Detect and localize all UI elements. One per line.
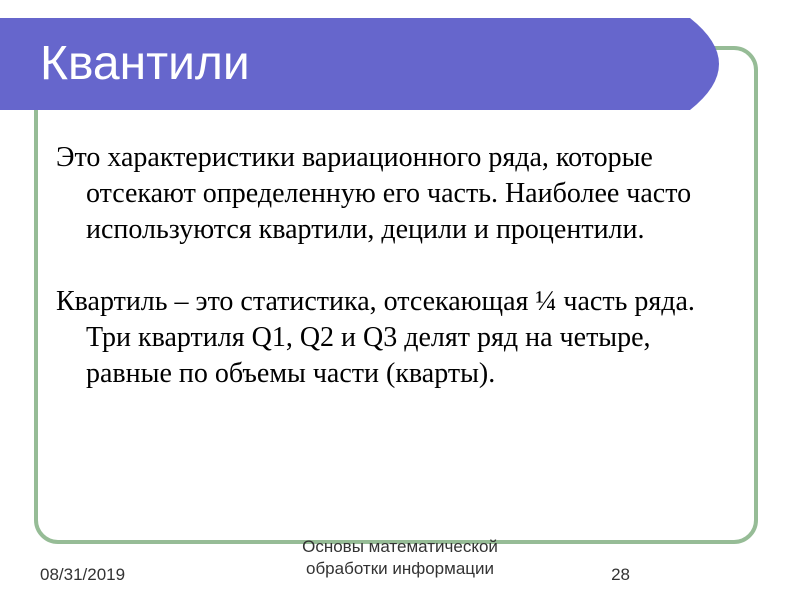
paragraph-definition: Это характеристики вариационного ряда, которые отсекают определенную его часть. Наиболее часто используются квартили, децили и процентили. [56,142,692,245]
slide-body [56,140,736,428]
paragraph-quartile: Квартиль – это статистика, отсекающая ¼ часть ряда. Три квартиля Q1, Q2 и Q3 делят ряд на четыре, равные по объемы части (кварты). [56,286,695,389]
footer-course-title: Основы математической обработки информации [302,537,498,578]
footer-date: 08/31/2019 [40,565,126,584]
slide-title: Квантили [40,37,250,90]
footer-page-number: 28 [611,565,630,584]
